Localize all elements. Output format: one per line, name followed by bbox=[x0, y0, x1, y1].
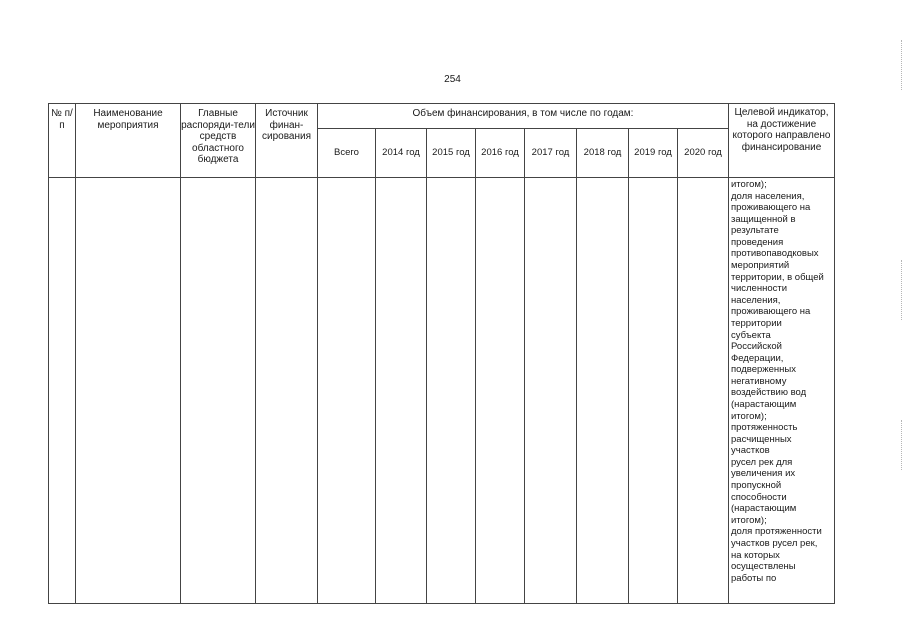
indicator-line: итогом); bbox=[731, 514, 767, 526]
indicator-line: (нарастающим bbox=[731, 398, 797, 410]
col-header-2020: 2020 год bbox=[678, 129, 729, 178]
indicator-line: подверженных bbox=[731, 364, 796, 376]
indicator-line: протяженность bbox=[731, 422, 798, 434]
indicator-line: численности bbox=[731, 283, 788, 295]
indicator-line: Федерации, bbox=[731, 352, 784, 364]
indicator-line: на которых bbox=[731, 549, 780, 561]
indicator-line: населения, bbox=[731, 294, 781, 306]
indicator-line: итогом); bbox=[731, 179, 767, 190]
funding-table bbox=[48, 103, 835, 604]
col-header-indicator: Целевой индикатор, на достижение которого направлено финансирование bbox=[729, 104, 835, 178]
indicator-line: осуществлены bbox=[731, 561, 796, 573]
indicator-line: проведения bbox=[731, 236, 784, 248]
indicator-line: расчищенных bbox=[731, 433, 792, 445]
cell-name bbox=[76, 178, 181, 604]
indicator-line: работы по bbox=[731, 572, 777, 584]
col-header-2019: 2019 год bbox=[629, 129, 678, 178]
indicator-line: защищенной в bbox=[731, 213, 796, 225]
col-header-2014: 2014 год bbox=[376, 129, 427, 178]
table-row bbox=[49, 178, 835, 604]
indicator-line: проживающего на bbox=[731, 202, 811, 214]
funding-table-wrapper bbox=[48, 103, 835, 604]
indicator-line: территории, в общей bbox=[731, 271, 824, 283]
cell-2014 bbox=[376, 178, 427, 604]
indicator-line: участков bbox=[731, 445, 770, 457]
cell-2016 bbox=[476, 178, 525, 604]
scan-edge-mark bbox=[901, 260, 903, 320]
indicator-line: Российской bbox=[731, 341, 782, 353]
indicator-line: территории bbox=[731, 317, 782, 329]
col-header-2016: 2016 год bbox=[476, 129, 525, 178]
col-header-2018: 2018 год bbox=[577, 129, 629, 178]
indicator-line: доля протяженности bbox=[731, 526, 822, 538]
col-header-funding: Объем финансирования, в том числе по годам: bbox=[318, 104, 729, 129]
cell-2019 bbox=[629, 178, 678, 604]
cell-2017 bbox=[525, 178, 577, 604]
col-header-num: № п/п bbox=[49, 104, 76, 178]
indicator-line: результате bbox=[731, 225, 779, 237]
indicator-line: пропускной bbox=[731, 480, 782, 492]
indicator-line: (нарастающим bbox=[731, 503, 797, 515]
cell-source bbox=[256, 178, 318, 604]
scan-edge-mark bbox=[901, 420, 903, 470]
indicator-line: доля населения, bbox=[731, 190, 805, 202]
col-header-source: Источник финан-сирования bbox=[256, 104, 318, 178]
indicator-line: мероприятий bbox=[731, 260, 790, 272]
col-header-managers: Главные распоряди-тели средств областного бюджета bbox=[181, 104, 256, 178]
col-header-name: Наименование мероприятия bbox=[76, 104, 181, 178]
cell-total bbox=[318, 178, 376, 604]
cell-indicator bbox=[729, 178, 835, 604]
page-number: 254 bbox=[444, 74, 461, 85]
indicator-line: участков русел рек, bbox=[731, 537, 818, 549]
cell-2020 bbox=[678, 178, 729, 604]
indicator-line: увеличения их bbox=[731, 468, 796, 480]
cell-managers bbox=[181, 178, 256, 604]
col-header-total: Всего bbox=[318, 129, 376, 178]
col-header-2017: 2017 год bbox=[525, 129, 577, 178]
indicator-line: итогом); bbox=[731, 410, 767, 422]
indicator-line: субъекта bbox=[731, 329, 771, 341]
indicator-line: проживающего на bbox=[731, 306, 811, 318]
indicator-line: русел рек для bbox=[731, 456, 793, 468]
scan-edge-mark bbox=[901, 40, 903, 90]
indicator-line: негативному bbox=[731, 375, 787, 387]
cell-num bbox=[49, 178, 76, 604]
col-header-2015: 2015 год bbox=[427, 129, 476, 178]
cell-2018 bbox=[577, 178, 629, 604]
cell-2015 bbox=[427, 178, 476, 604]
indicator-line: противопаводковых bbox=[731, 248, 819, 260]
indicator-line: воздействию вод bbox=[731, 387, 807, 399]
indicator-line: способности bbox=[731, 491, 787, 503]
